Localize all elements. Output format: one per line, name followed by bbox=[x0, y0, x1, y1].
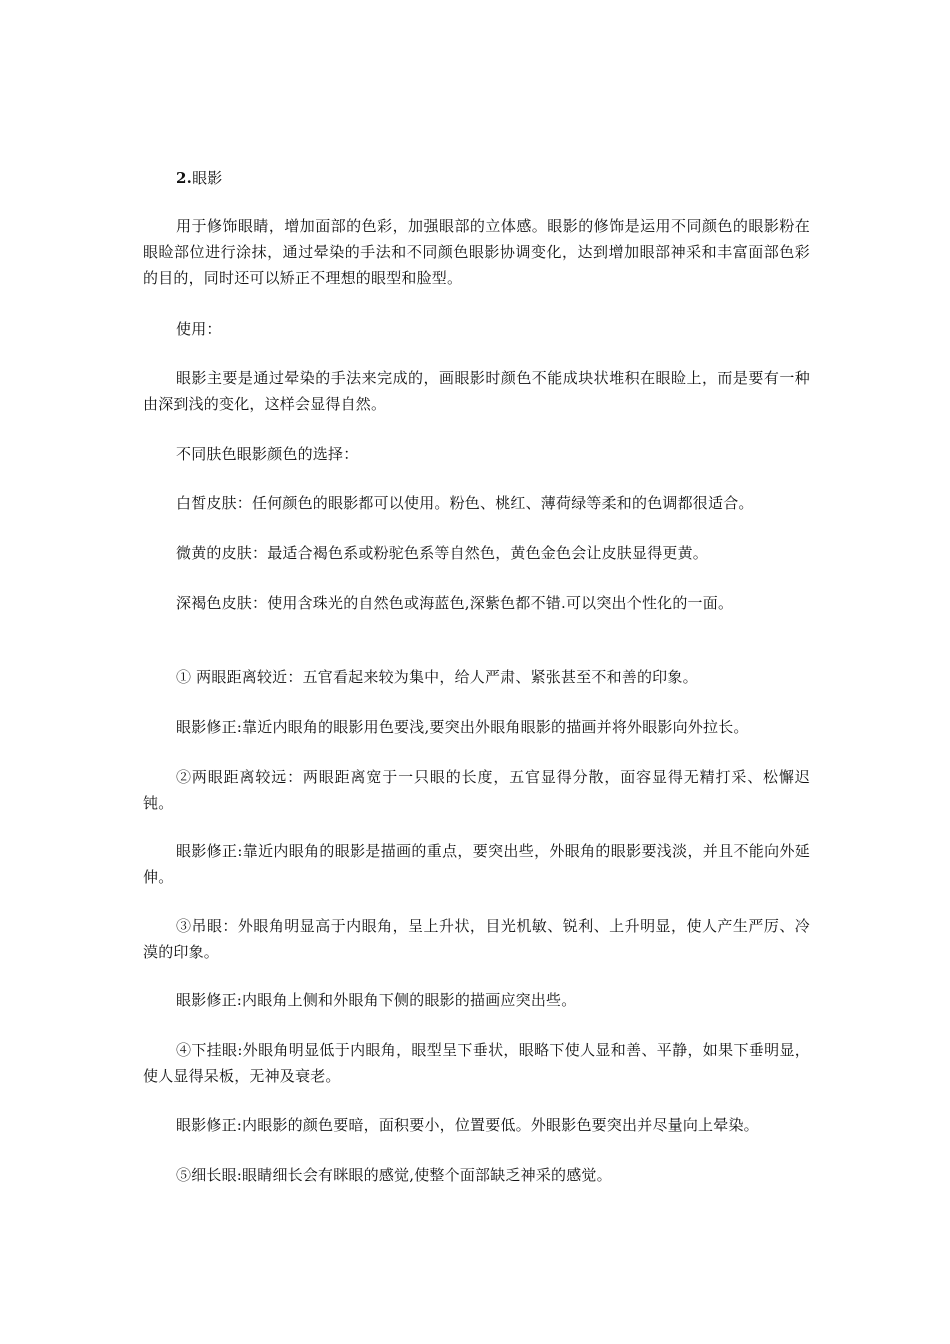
paragraph-close-set-eyes: ① 两眼距离较近：五官看起来较为集中，给人严肃、紧张甚至不和善的印象。 bbox=[176, 668, 698, 686]
paragraph-usage-heading: 使用： bbox=[176, 320, 222, 338]
paragraph-fair-skin: 白皙皮肤：任何颜色的眼影都可以使用。粉色、桃红、薄荷绿等柔和的色调都很适合。 bbox=[176, 494, 754, 512]
paragraph-downturned-fix: 眼影修正:内眼影的颜色要暗，面积要小，位置要低。外眼影色要突出并尽量向上晕染。 bbox=[176, 1116, 759, 1134]
paragraph-close-set-fix: 眼影修正:靠近内眼角的眼影用色要浅,要突出外眼角眼影的描画并将外眼影向外拉长。 bbox=[176, 718, 749, 736]
paragraph-wide-set-fix: 眼影修正:靠近内眼角的眼影是描画的重点，要突出些，外眼角的眼影要浅淡，并且不能向外延伸。 bbox=[143, 842, 810, 886]
section-number: 2. bbox=[176, 169, 193, 187]
paragraph-dark-skin: 深褐色皮肤：使用含珠光的自然色或海蓝色,深紫色都不错.可以突出个性化的一面。 bbox=[176, 594, 734, 612]
paragraph-yellow-skin: 微黄的皮肤：最适合褐色系或粉驼色系等自然色，黄色金色会让皮肤显得更黄。 bbox=[176, 544, 709, 562]
paragraph-intro: 用于修饰眼睛，增加面部的色彩，加强眼部的立体感。眼影的修饰是运用不同颜色的眼影粉在眼睑部位进行涂抹，通过晕染的手法和不同颜色眼影协调变化，达到增加眼部神采和丰富面部色彩的目的，同时还可以矫正不理想的眼型和脸型。 bbox=[143, 217, 810, 287]
paragraph-usage: 眼影主要是通过晕染的手法来完成的，画眼影时颜色不能成块状堆积在眼睑上，而是要有一种由深到浅的变化，这样会显得自然。 bbox=[143, 369, 810, 413]
paragraph-upturned-fix: 眼影修正:内眼角上侧和外眼角下侧的眼影的描画应突出些。 bbox=[176, 991, 577, 1009]
paragraph-wide-set-eyes: ②两眼距离较远：两眼距离宽于一只眼的长度，五官显得分散，面容显得无精打采、松懈迟钝。 bbox=[143, 768, 810, 812]
paragraph-downturned-eyes: ④下挂眼:外眼角明显低于内眼角，眼型呈下垂状，眼略下使人显和善、平静，如果下垂明显，使人显得呆板，无神及衰老。 bbox=[143, 1041, 810, 1085]
paragraph-skin-heading: 不同肤色眼影颜色的选择： bbox=[176, 445, 359, 463]
paragraph-upturned-eyes: ③吊眼：外眼角明显高于内眼角，呈上升状，目光机敏、锐利、上升明显，使人产生严厉、冷漠的印象。 bbox=[143, 917, 810, 961]
section-title: 眼影 bbox=[192, 169, 223, 187]
section-heading bbox=[143, 165, 810, 191]
paragraph-narrow-eyes: ⑤细长眼:眼睛细长会有眯眼的感觉,使整个面部缺乏神采的感觉。 bbox=[176, 1166, 612, 1184]
